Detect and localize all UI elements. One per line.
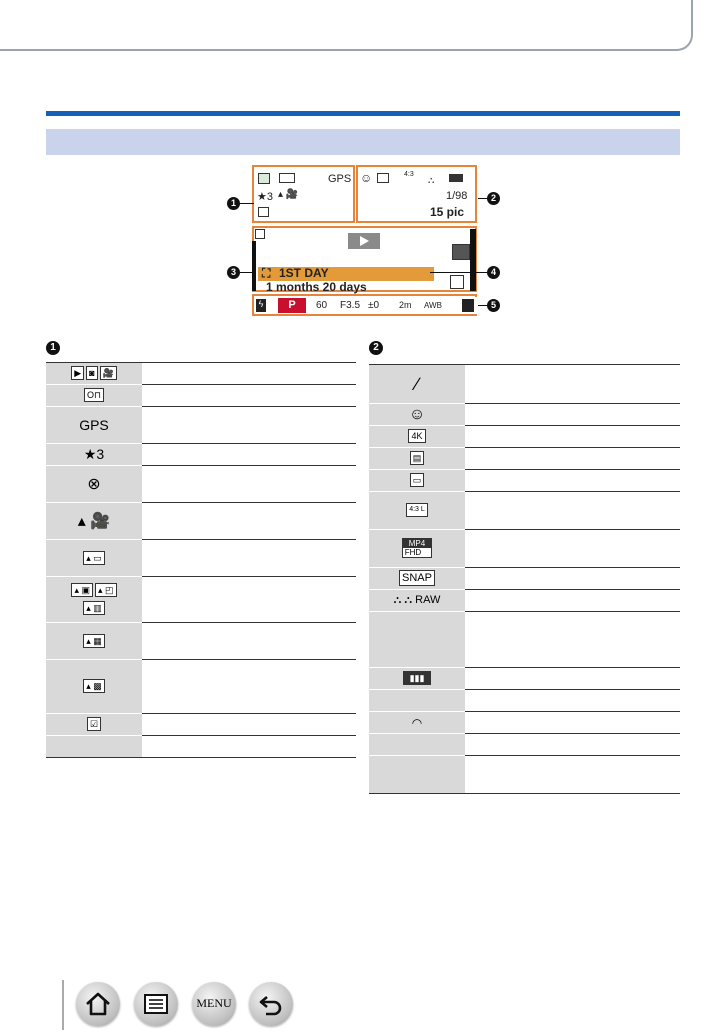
focus-stack-icon: ▴ ▦ — [46, 623, 142, 660]
travel-elapsed: 1 months 20 days — [266, 280, 367, 294]
table-row — [369, 404, 680, 426]
table-row — [369, 448, 680, 470]
table-row — [369, 568, 680, 590]
nav-divider — [62, 980, 64, 1030]
table-text-cell — [465, 612, 680, 668]
table-1-number: 1 — [46, 341, 60, 355]
4k-burst-icon: 4K — [369, 426, 465, 448]
table-2-number: 2 — [369, 341, 383, 355]
delete-icon[interactable] — [450, 275, 464, 289]
home-icon — [84, 990, 112, 1018]
table-text-cell — [142, 540, 356, 577]
table-text-cell — [142, 660, 356, 714]
aspect-size-icon — [369, 492, 465, 530]
table-icon-cell — [46, 385, 142, 407]
movie-icon: 🎥 — [100, 366, 117, 380]
table-text-cell — [142, 577, 356, 623]
table-row — [46, 540, 356, 577]
sleep-icon: ⊗ — [46, 466, 142, 503]
post-focus-icon: ▴ ▩ — [46, 660, 142, 714]
table-text-cell — [142, 736, 356, 758]
table-row — [46, 736, 356, 758]
table-text-cell — [465, 590, 680, 612]
table-text-cell — [465, 690, 680, 712]
stamp-area3-icon — [255, 229, 265, 239]
table-text-cell — [465, 530, 680, 568]
text-stamp-mini-icon — [258, 207, 269, 217]
contents-button[interactable] — [134, 982, 178, 1026]
table-1 — [46, 362, 356, 758]
wb-value: AWB — [424, 301, 442, 310]
table-row — [369, 712, 680, 734]
mic-icon: ∕ — [369, 365, 465, 404]
menu-label: MENU — [196, 996, 232, 1010]
callout-3: 3 — [227, 266, 240, 279]
file-counter: 1/98 — [446, 190, 468, 202]
lcd-diagram — [252, 163, 478, 316]
rating-label: ★3 — [257, 191, 273, 203]
picture-count: 15 pic — [430, 205, 465, 219]
table-row — [369, 590, 680, 612]
table-text-cell — [465, 470, 680, 492]
table-text-cell — [142, 385, 356, 407]
table-row — [46, 503, 356, 540]
table-row — [369, 690, 680, 712]
exposure-value: ±0 — [368, 300, 380, 311]
status-bar — [254, 297, 478, 314]
table-icon-cell — [46, 363, 142, 385]
callout-1-line — [240, 203, 254, 204]
travel-title: 1ST DAY — [279, 266, 329, 280]
mp4-fhd-icon — [369, 530, 465, 568]
table-row — [46, 407, 356, 444]
table-text-cell — [465, 448, 680, 470]
table-row — [46, 623, 356, 660]
shutter-value: 60 — [316, 300, 328, 311]
callout-1: 1 — [227, 197, 240, 210]
table-text-cell — [465, 404, 680, 426]
callout-2-line — [478, 198, 487, 199]
status-right-marker — [462, 299, 474, 312]
frame-mini-icon — [377, 173, 389, 183]
playback-icon: ▶ — [71, 366, 84, 380]
movie-extract-mini-icon: ▴ 🎥 — [278, 189, 299, 200]
fhd-label: FHD — [403, 548, 431, 557]
home-button[interactable] — [76, 982, 120, 1026]
mp4-label: MP4 — [403, 539, 431, 548]
rec-icon: ◙ — [86, 366, 97, 380]
callout-2: 2 — [487, 192, 500, 205]
flash-icon: ϟ — [256, 299, 266, 312]
table-row — [46, 363, 356, 385]
table-text-cell — [465, 492, 680, 530]
table-text-cell — [142, 466, 356, 503]
table-text-cell — [142, 714, 356, 736]
gps-icon: GPS — [46, 407, 142, 444]
blank-icon-cell — [369, 612, 465, 668]
mode-badge: P — [278, 298, 306, 313]
play-button[interactable] — [348, 233, 380, 249]
table-row — [46, 660, 356, 714]
table-2 — [369, 364, 680, 794]
image-play-icon: ▴ ▭ — [46, 540, 142, 577]
playback-icon — [258, 173, 270, 184]
snap-icon: SNAP — [369, 568, 465, 590]
table-text-cell — [465, 756, 680, 794]
table-text-cell — [142, 503, 356, 540]
table-row — [46, 466, 356, 503]
aperture-value: F3.5 — [340, 300, 361, 311]
page-frame — [0, 0, 693, 51]
callout-4: 4 — [487, 266, 500, 279]
burst-group-icon: ▤ — [369, 448, 465, 470]
table-row — [369, 470, 680, 492]
table-text-cell — [465, 365, 680, 404]
blank-icon-cell — [369, 734, 465, 756]
section-heading-band — [46, 129, 680, 155]
table-row — [46, 714, 356, 736]
table-row — [369, 668, 680, 690]
callout-3-line — [240, 272, 254, 273]
table-row — [369, 756, 680, 794]
table-row — [369, 734, 680, 756]
right-edge-marker — [470, 229, 476, 291]
text-stamp-icon: ☑ — [46, 714, 142, 736]
battery-icon: ▮▮▮ — [369, 668, 465, 690]
blank-icon-cell — [46, 736, 142, 758]
wifi-icon: ◠ — [369, 712, 465, 734]
table-text-cell — [465, 568, 680, 590]
callout-5-line — [478, 305, 487, 306]
table-text-cell — [465, 426, 680, 448]
callout-4-line — [430, 272, 487, 273]
quality-mini-icon: ⛬ — [428, 175, 435, 185]
quality-raw-icon: ⛬ ⛬ RAW — [369, 590, 465, 612]
size-value: 2m — [399, 300, 412, 310]
menu-button[interactable] — [192, 982, 236, 1026]
raw-label: RAW — [415, 594, 441, 606]
rating-icon: ★3 — [46, 444, 142, 466]
frame-icon: ▭ — [369, 470, 465, 492]
section-rule — [46, 111, 680, 116]
table-row — [369, 492, 680, 530]
retouch-mini-icon: ☺ — [360, 171, 373, 185]
aspect-mini-label: 4:3 — [404, 171, 414, 178]
back-arrow-icon — [257, 990, 285, 1018]
table-row — [46, 577, 356, 623]
table-text-cell — [142, 623, 356, 660]
table-text-cell — [465, 712, 680, 734]
back-button[interactable] — [249, 982, 293, 1026]
blank-icon-cell — [369, 690, 465, 712]
table-row — [369, 426, 680, 448]
table-text-cell — [142, 444, 356, 466]
callout-5: 5 — [487, 299, 500, 312]
aspect-label: 4:3 — [409, 506, 419, 514]
table-row — [369, 612, 680, 668]
table-text-cell — [465, 668, 680, 690]
protect-icon: O⊓ — [84, 388, 104, 402]
retouch-icon: ☺ — [369, 404, 465, 426]
travel-icon: ⛶ — [262, 266, 271, 280]
list-icon — [142, 990, 170, 1018]
blank-icon-cell — [369, 756, 465, 794]
table-row — [46, 444, 356, 466]
size-label: L — [420, 506, 425, 514]
battery-mini-icon — [449, 174, 463, 182]
table-text-cell — [142, 407, 356, 444]
protect-icon — [279, 173, 295, 183]
table-text-cell — [465, 734, 680, 756]
table-text-cell — [142, 363, 356, 385]
table-row — [369, 530, 680, 568]
left-edge-marker — [252, 241, 256, 291]
movie-extract-icon: ▴ 🎥 — [46, 503, 142, 540]
table-row — [46, 385, 356, 407]
gps-label: GPS — [328, 173, 352, 185]
group-icons: ▴ ▣ ▴ ◰ ▴ ▥ — [46, 577, 142, 623]
table-row — [369, 365, 680, 404]
grid-view-icon[interactable] — [452, 244, 470, 260]
